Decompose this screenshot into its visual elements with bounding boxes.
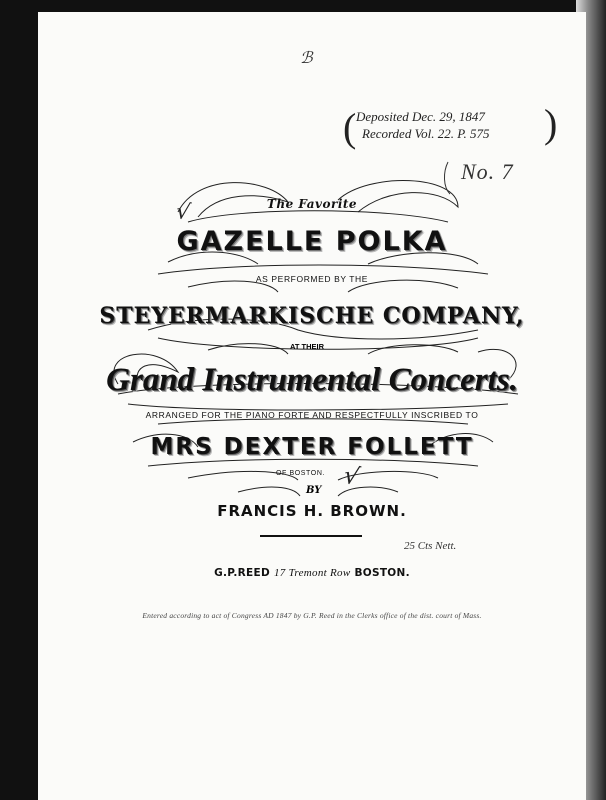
- performed-by-label: AS PERFORMED BY THE: [255, 274, 369, 284]
- decorative-flourishes: [38, 12, 586, 800]
- handwritten-paren-left: (: [343, 105, 357, 150]
- publisher-line: [38, 567, 586, 579]
- catalog-number: No. 7: [461, 159, 514, 184]
- piece-title: GAZELLE POLKA: [176, 226, 448, 257]
- dedicatee-name: MRS DEXTER FOLLETT: [150, 434, 474, 460]
- divider-rule: [260, 535, 362, 537]
- of-boston-label: OF BOSTON.: [276, 470, 326, 477]
- composer-name: FRANCIS H. BROWN.: [217, 502, 407, 520]
- arranged-line: ARRANGED FOR THE PIANO FORTE AND RESPECTFULLY INSCRIBED TO: [145, 410, 479, 420]
- publisher-address: 17 Tremont Row: [273, 567, 351, 579]
- company-name: STEYERMARKISCHE COMPANY,: [99, 303, 525, 329]
- publisher-name: G.P.REED: [214, 567, 270, 579]
- deposit-note-line1: Deposited Dec. 29, 1847: [356, 109, 485, 124]
- favorite-label: The Favorite: [266, 197, 358, 211]
- at-their-label: AT THEIR: [290, 342, 325, 351]
- by-label: BY: [306, 485, 322, 496]
- concerts-title: Grand Instrumental Concerts.: [106, 362, 518, 398]
- handwritten-check-mark-2: √: [341, 460, 363, 492]
- handwritten-check-mark: √: [173, 198, 193, 227]
- scan-border-left: [0, 0, 40, 800]
- sheet-music-cover-page: [38, 12, 586, 800]
- publisher-city: BOSTON.: [354, 567, 410, 579]
- deposit-note-line2: Recorded Vol. 22. P. 575: [362, 126, 490, 141]
- price-label: 25 Cts Nett.: [404, 540, 457, 552]
- copyright-notice: Entered according to act of Congress AD 1847 by G.P. Reed in the Clerks office of the dist. court of Mass.: [142, 611, 482, 620]
- handwritten-paren-right: ): [544, 101, 558, 146]
- handwritten-mark: ℬ: [300, 50, 313, 67]
